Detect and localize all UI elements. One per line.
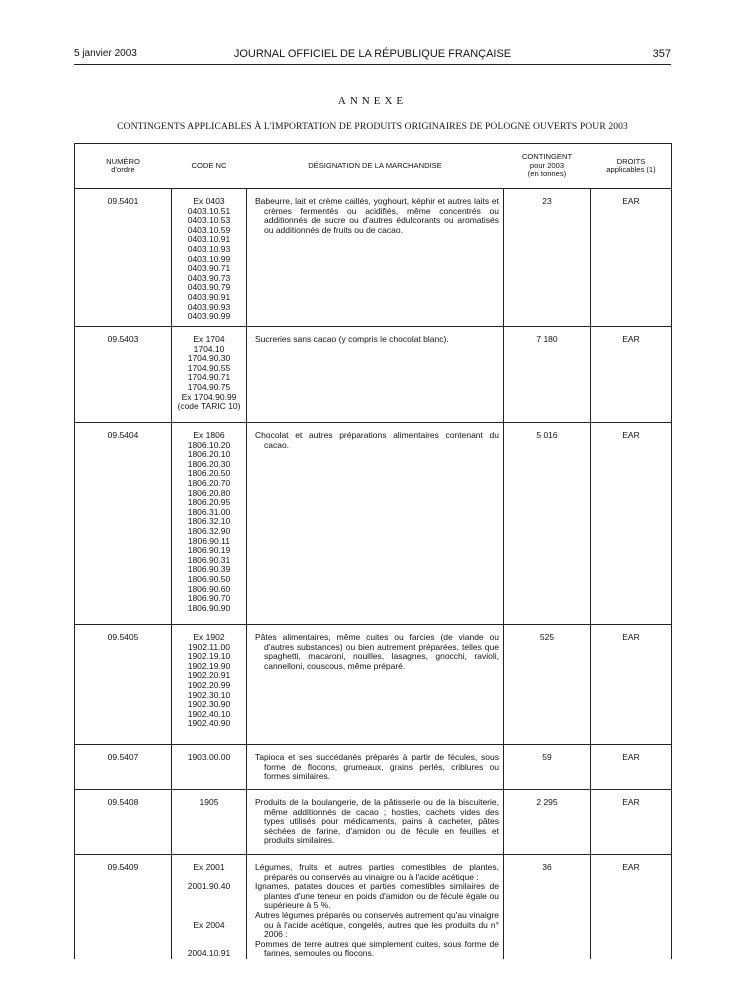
row-designation [255, 863, 499, 959]
row-codes [172, 431, 246, 613]
nc-code: 1704.90.75 [187, 381, 231, 392]
row-numero: 09.5407 [107, 752, 139, 762]
nc-code: Ex 2004 [193, 919, 225, 930]
nc-code: 1806.20.10 [187, 449, 231, 460]
nc-code: 1806.90.31 [187, 554, 231, 565]
row-droits: EAR [622, 752, 640, 762]
designation-text: Pâtes alimentaires, même cuites ou farcies (de viande ou d'autres substances) ou bien autrement préparées, telles que spaghetti, macaroni, nouilles, lasagnes, gnocchi, ravioli, cannelloni, couscous, même préparé. [255, 632, 499, 671]
nc-code: Ex 1704.90.99 [181, 391, 237, 402]
running-header [74, 48, 671, 62]
designation-text: Autres légumes préparés ou conservés autrement qu'au vinaigre ou à l'acide acétique, congelés, autres que les produits du n° 2006 : [255, 909, 499, 940]
nc-code: 1806.90.70 [187, 593, 231, 604]
column-divider [590, 625, 591, 745]
row-numero: 09.5404 [107, 430, 139, 440]
column-divider [590, 423, 591, 625]
nc-code: 0403.90.71 [187, 263, 231, 274]
table-subtitle: CONTINGENTS APPLICABLES À L'IMPORTATION DE PRODUITS ORIGINAIRES DE POLOGNE OUVERTS POUR 2003 [117, 121, 628, 132]
nc-code: 1806.31.00 [187, 506, 231, 517]
row-codes [172, 335, 246, 412]
nc-code: 1806.90.50 [187, 573, 231, 584]
nc-code: 0403.10.59 [187, 224, 231, 235]
row-contingent: 59 [542, 752, 552, 762]
nc-code: 1704.90.30 [187, 353, 231, 364]
column-divider [246, 327, 247, 423]
row-numero: 09.5409 [107, 862, 139, 872]
table-row [74, 423, 672, 625]
row-droits: EAR [622, 334, 640, 344]
column-header-droits: DROITS applicables (1) [606, 156, 656, 174]
column-divider [503, 625, 504, 745]
row-droits: EAR [622, 632, 640, 642]
nc-code: 0403.10.53 [187, 215, 231, 226]
row-droits: EAR [622, 797, 640, 807]
table-row [74, 855, 672, 959]
table-row [74, 745, 672, 790]
nc-code: 1902.40.10 [187, 708, 231, 719]
nc-code: 1806.20.50 [187, 468, 231, 479]
nc-code: 1806.90.19 [187, 545, 231, 556]
row-contingent: 2 295 [536, 797, 558, 807]
column-divider [246, 790, 247, 855]
nc-code: 1806.90.60 [187, 583, 231, 594]
header-date: 5 janvier 2003 [74, 48, 137, 59]
column-header-code-nc: CODE NC [191, 160, 227, 170]
designation-text: Babeurre, lait et crème caillés, yoghourt, képhir et autres laits et crèmes fermentés ou acidifiés, même concentrés ou additionnés de sucre ou d'autres édulcorants ou aromatisés ou additionnés de fruits ou de cacao. [255, 196, 499, 235]
column-header-numero: NUMÉRO d'ordre [106, 156, 140, 174]
row-droits: EAR [622, 862, 640, 872]
designation-text: Pommes de terre autres que simplement cuites, sous forme de farines, semoules ou flocons. [255, 938, 499, 959]
nc-code: 1806.32.90 [187, 525, 231, 536]
nc-code: 0403.90.91 [187, 291, 231, 302]
column-divider [246, 189, 247, 327]
nc-code: 1905 [199, 797, 219, 807]
nc-code: 1806.20.80 [187, 487, 231, 498]
column-divider [246, 855, 247, 959]
table-row [74, 790, 672, 855]
nc-code: 1704.90.55 [187, 362, 231, 373]
designation-text: Légumes, fruits et autres parties comestibles de plantes, préparés ou conservés au vinaigre ou à l'acide acétique : [255, 862, 499, 882]
nc-code: 0403.90.93 [187, 301, 231, 312]
column-header-contingent: CONTINGENT pour 2003 (en tonnes) [521, 152, 573, 179]
nc-code: 2001.90.40 [187, 881, 231, 892]
nc-code: 1704.90.71 [187, 372, 231, 383]
row-droits: EAR [622, 196, 640, 206]
table-body [74, 189, 672, 959]
column-divider [590, 745, 591, 790]
header-page-number: 357 [652, 48, 671, 60]
nc-code: 0403.90.79 [187, 282, 231, 293]
row-codes [172, 798, 246, 808]
table-row [74, 189, 672, 327]
nc-code: 2004.10.91 [187, 948, 231, 959]
row-codes [172, 753, 246, 763]
row-droits: EAR [622, 430, 640, 440]
nc-code: 1902.20.91 [187, 670, 231, 681]
nc-code: 1902.40.90 [187, 718, 231, 729]
nc-code: 1902.19.90 [187, 660, 231, 671]
table-row [74, 327, 672, 423]
column-divider [503, 189, 504, 327]
designation-text: Sucreries sans cacao (y compris le chocolat blanc). [255, 334, 449, 344]
nc-code: 0403.10.91 [187, 234, 231, 245]
row-designation [255, 335, 499, 345]
row-numero: 09.5405 [107, 632, 139, 642]
designation-text: Ignames, patates douces et parties comestibles similaires de plantes d'une teneur en poids d'amidon ou de fécule égale ou supérieure à 5 %. [255, 881, 499, 911]
table-row [74, 625, 672, 745]
header-journal-title: JOURNAL OFFICIEL DE LA RÉPUBLIQUE FRANÇAISE [233, 48, 512, 60]
row-designation [255, 753, 499, 782]
nc-code: 0403.10.93 [187, 243, 231, 254]
row-numero: 09.5401 [107, 196, 139, 206]
row-numero: 09.5403 [107, 334, 139, 344]
nc-code: 1806.90.39 [187, 564, 231, 575]
nc-code: Ex 1902 [193, 632, 225, 642]
row-codes [172, 633, 246, 729]
nc-code: Ex 0403 [193, 196, 225, 206]
nc-code: 1806.20.70 [187, 477, 231, 488]
nc-code: 0403.90.73 [187, 272, 231, 283]
nc-code: 1806.10.20 [187, 439, 231, 450]
designation-text: Tapioca et ses succédanés préparés à partir de fécules, sous forme de flocons, grumeaux, grains perlés, criblures ou formes similaires. [255, 752, 499, 782]
nc-code: 1806.32.10 [187, 516, 231, 527]
nc-code: 1902.20.99 [187, 679, 231, 690]
header-rule [74, 64, 671, 65]
column-divider [246, 625, 247, 745]
nc-code: 0403.10.51 [187, 205, 231, 216]
nc-code: Ex 1806 [193, 430, 225, 440]
column-header-designation: DÉSIGNATION DE LA MARCHANDISE [308, 160, 442, 170]
column-divider [503, 745, 504, 790]
nc-code: 1806.90.90 [187, 602, 231, 613]
nc-code: 1806.20.95 [187, 497, 231, 508]
row-contingent: 23 [542, 196, 552, 206]
row-contingent: 5 016 [536, 430, 558, 440]
designation-text: Produits de la boulangerie, de la pâtisserie ou de la biscuiterie, même additionnés de cacao ; hosties, cachets vides des types utilisés pour médicaments, pains à cacheter, pâtes séchées de farine, d'amidon ou de fécule en feuilles et produits similaires. [255, 797, 499, 846]
nc-code: 0403.90.99 [187, 311, 231, 322]
column-divider [246, 745, 247, 790]
column-divider [590, 189, 591, 327]
row-designation [255, 197, 499, 235]
nc-code: 1903.00.00 [187, 752, 231, 762]
nc-code: (code TARIC 10) [177, 401, 241, 412]
nc-code: 0403.10.99 [187, 253, 231, 264]
nc-code: 1806.20.30 [187, 458, 231, 469]
nc-code: Ex 2001 [193, 862, 225, 872]
row-contingent: 7 180 [536, 334, 558, 344]
row-codes [172, 197, 246, 322]
nc-code: Ex 1704 [193, 334, 225, 344]
column-divider [171, 745, 172, 790]
nc-code: 1902.11.00 [188, 641, 230, 652]
row-contingent: 525 [539, 632, 555, 642]
column-divider [503, 423, 504, 625]
row-contingent: 36 [542, 862, 552, 872]
row-designation [255, 633, 499, 671]
nc-code: 1806.90.11 [188, 535, 230, 546]
nc-code: 1902.19.10 [187, 651, 231, 662]
nc-code: 1704.10 [193, 343, 225, 354]
row-numero: 09.5408 [107, 797, 139, 807]
annexe-title: ANNEXE [337, 95, 408, 107]
nc-code: 1902.30.10 [187, 689, 231, 700]
row-codes [172, 863, 246, 959]
designation-text: Chocolat et autres préparations alimentaires contenant du cacao. [255, 430, 499, 450]
quota-table [74, 143, 672, 959]
table-header [74, 143, 672, 189]
nc-code: 1902.30.90 [187, 699, 231, 710]
row-designation [255, 798, 499, 846]
column-divider [246, 423, 247, 625]
row-designation [255, 431, 499, 450]
